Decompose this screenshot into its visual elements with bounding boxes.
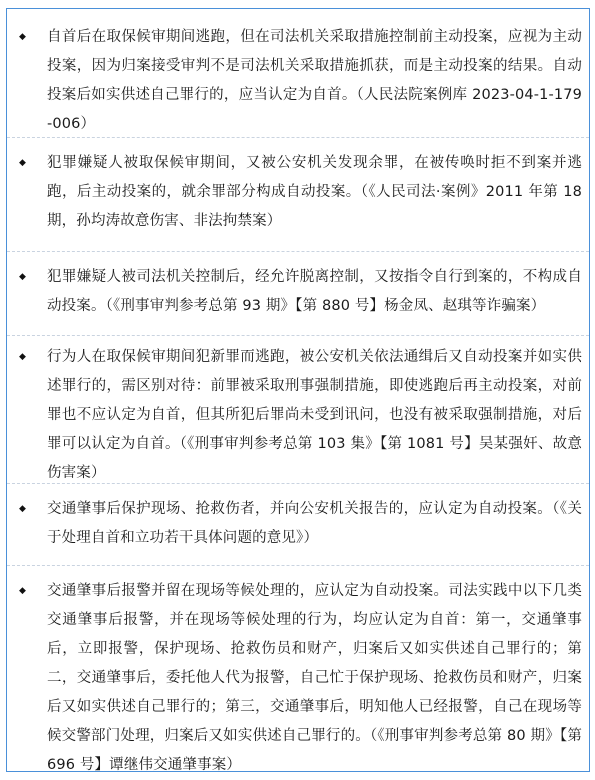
item-text: 犯罪嫌疑人被司法机关控制后，经允许脱离控制，又按指令自行到案的，不构成自动投案。（《刑事审判参考总第 93 期》【第 880 号】杨金凤、赵琪等诈骗案） <box>47 269 582 314</box>
item-text: 犯罪嫌疑人被取保候审期间，又被公安机关发现余罪，在被传唤时拒不到案并逃跑，后主动投案的，就余罪部分构成自动投案。（《人民司法·案例》2011 年第 18 期，孙均涛故意伤害、非法拘禁案） <box>47 155 582 229</box>
divider <box>7 483 589 484</box>
diamond-bullet-icon: ◆ <box>19 352 26 362</box>
diamond-bullet-icon: ◆ <box>19 586 26 596</box>
item-text: 自首后在取保候审期间逃跑，但在司法机关采取措施控制前主动投案，应视为主动投案，因为归案接受审判不是司法机关采取措施抓获，而是主动投案的结果。自动投案后如实供述自己罪行的，应当认定为自首。（人民法院案例库 2023-04-1-179-006） <box>47 29 582 132</box>
diamond-bullet-icon: ◆ <box>19 272 26 282</box>
divider <box>7 335 589 336</box>
diamond-bullet-icon: ◆ <box>19 32 26 42</box>
diamond-bullet-icon: ◆ <box>19 504 26 514</box>
item-text: 交通肇事后报警并留在现场等候处理的，应认定为自动投案。司法实践中以下几类交通肇事后报警，并在现场等候处理的行为，均应认定为自首：第一，交通肇事后，立即报警，保护现场、抢救伤员和财产，归案后又如实供述自己罪行的；第二，交通肇事后，委托他人代为报警，自己忙于保护现场、抢救伤员和财产，归案后又如实供述自己罪行的；第三，交通肇事后，明知他人已经报警，自己在现场等候交警部门处理，归案后又如实供述自己罪行的。（《刑事审判参考总第 80 期》【第 696 号】谭继伟交通肇事案） <box>47 583 582 773</box>
divider <box>7 137 589 138</box>
divider <box>7 251 589 252</box>
item-text: 交通肇事后保护现场、抢救伤者，并向公安机关报告的，应认定为自动投案。（《关于处理自首和立功若干具体问题的意见》） <box>47 501 582 546</box>
content-frame <box>6 8 590 772</box>
item-text: 行为人在取保候审期间犯新罪而逃跑，被公安机关依法通缉后又自动投案并如实供述罪行的，需区别对待：前罪被采取刑事强制措施，即使逃跑后再主动投案，对前罪也不应认定为自首，但其所犯后罪尚未受到讯问，也没有被采取强制措施，对后罪可以认定为自首。（《刑事审判参考总第 103 集》【第 1081 号】吴某强奸、故意伤害案） <box>47 349 582 481</box>
diamond-bullet-icon: ◆ <box>19 158 26 168</box>
divider <box>7 565 589 566</box>
